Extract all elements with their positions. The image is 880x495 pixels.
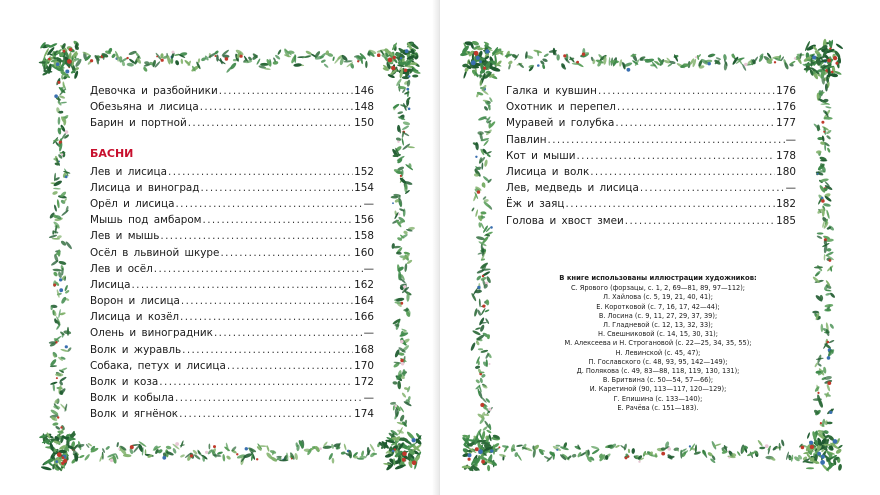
toc-entry-page: 176	[776, 101, 796, 114]
toc-leader-dots	[598, 83, 775, 99]
toc-entry[interactable]	[90, 309, 374, 325]
toc-leader-dots	[203, 212, 354, 228]
toc-entry-page: 170	[354, 359, 374, 372]
toc-entry-title: Лисица и виноград	[90, 181, 200, 194]
toc-entry-page: —	[785, 133, 796, 146]
section-title-fables: БАСНИ	[90, 146, 134, 160]
toc-entry-page: 166	[354, 311, 374, 324]
toc-entry-page: —	[363, 262, 374, 275]
toc-leader-dots	[154, 261, 363, 277]
toc-entry-title: Волк и кобыла	[90, 392, 175, 405]
right-page	[440, 0, 880, 495]
credits-title: В книге использованы иллюстрации художников:	[559, 274, 757, 282]
toc-leader-dots	[590, 164, 775, 180]
toc-entry[interactable]	[90, 83, 374, 99]
toc-entry[interactable]	[506, 196, 796, 212]
toc-entry-page: 177	[776, 117, 796, 130]
toc-entry[interactable]	[90, 342, 374, 358]
toc-leader-dots	[179, 406, 353, 422]
toc-entry[interactable]	[90, 374, 374, 390]
credit-line: Е. Рачёва (с. 151—183).	[617, 403, 699, 412]
toc-entry-title: Барин и портной	[90, 117, 187, 130]
toc-leader-dots	[131, 277, 353, 293]
toc-leader-dots	[227, 358, 353, 374]
toc-entry[interactable]	[90, 277, 374, 293]
toc-leader-dots	[220, 245, 353, 261]
credit-line: Л. Гладневой (с. 12, 13, 32, 33);	[603, 321, 713, 330]
toc-entry-title: Лев и осёл	[90, 262, 153, 275]
toc-leader-dots	[617, 99, 775, 115]
toc-entry[interactable]	[90, 245, 374, 261]
credit-line: Г. Епишина (с. 133—140);	[613, 394, 703, 403]
toc-entry[interactable]	[90, 358, 374, 374]
toc-entry-title: Девочка и разбойники	[90, 85, 218, 97]
toc-entry-page: 182	[776, 198, 796, 211]
toc-entry-page: 168	[354, 343, 374, 356]
toc-leader-dots	[175, 390, 363, 406]
toc-entry-page: 185	[776, 214, 796, 227]
credit-line: М. Алексеева и Н. Строгановой (с. 22—25, 34, 35, 55);	[564, 339, 752, 348]
toc-entry[interactable]	[90, 180, 374, 196]
toc-entry-title: Лев и мышь	[90, 230, 160, 243]
toc-entry-title: Лев и лисица	[90, 165, 167, 178]
toc-entry-title: Собака, петух и лисица	[90, 359, 226, 372]
toc-entry[interactable]	[506, 148, 796, 164]
toc-entry-title: Муравей и голубка	[506, 117, 615, 130]
toc-leader-dots	[200, 180, 353, 196]
toc-entry-page: 180	[776, 165, 796, 178]
toc-leader-dots	[548, 132, 785, 148]
toc-entry-title: Волк и ягнёнок	[90, 408, 179, 421]
toc-entry[interactable]	[90, 390, 374, 406]
credit-line: С. Ярового (форзацы, с. 1, 2, 69—81, 89, 97—112);	[570, 284, 746, 293]
toc-entry[interactable]	[90, 196, 374, 212]
toc-entry[interactable]	[506, 83, 796, 99]
left-toc	[90, 83, 374, 423]
toc-entry[interactable]	[506, 164, 796, 180]
toc-leader-dots	[219, 83, 353, 99]
toc-entry-title: Лисица	[90, 278, 131, 291]
credit-line: Д. Полякова (с. 49, 83—88, 118, 119, 130, 131);	[576, 367, 740, 376]
toc-leader-dots	[566, 196, 776, 212]
toc-entry-title: Обезьяна и лисица	[90, 101, 199, 114]
toc-entry-title: Лисица и волк	[506, 165, 590, 178]
toc-leader-dots	[159, 374, 353, 390]
toc-entry-page: 158	[354, 230, 374, 243]
toc-entry[interactable]	[506, 99, 796, 115]
toc-entry-title: Голова и хвост змеи	[506, 214, 624, 227]
credit-line: В. Лосина (с. 9, 11, 27, 29, 37, 39);	[598, 311, 718, 320]
toc-entry-title: Охотник и перепел	[506, 101, 616, 114]
credit-line: Н. Свешниковой (с. 14, 15, 30, 31);	[598, 330, 718, 339]
toc-entry-page: 150	[354, 117, 374, 130]
credit-line: И. Каретиной (90, 113—117, 120—129);	[589, 385, 727, 394]
toc-entry-page: 152	[354, 165, 374, 178]
toc-entry[interactable]	[90, 164, 374, 180]
toc-leader-dots	[200, 99, 353, 115]
toc-entry-page: 148	[354, 101, 374, 114]
toc-entry-page: 178	[776, 149, 796, 162]
toc-leader-dots	[640, 180, 785, 196]
credit-line: Л. Хайлова (с. 5, 19, 21, 40, 41);	[603, 293, 713, 302]
toc-leader-dots	[182, 342, 353, 358]
illustrators-credits	[540, 274, 776, 413]
toc-entry-page: —	[363, 197, 374, 210]
toc-entry-page: 176	[776, 85, 796, 97]
toc-entry-title: Лисица и козёл	[90, 311, 180, 324]
toc-entry-title: Ворон и лисица	[90, 295, 180, 308]
toc-entry-page: —	[785, 182, 796, 195]
toc-leader-dots	[181, 293, 353, 309]
toc-entry[interactable]	[506, 115, 796, 131]
toc-leader-dots	[180, 309, 353, 325]
toc-entry[interactable]	[90, 325, 374, 341]
toc-entry-title: Олень и виноградник	[90, 327, 213, 340]
toc-entry-page: —	[363, 392, 374, 405]
toc-entry-page: 160	[354, 246, 374, 259]
toc-leader-dots	[168, 164, 353, 180]
toc-entry-title: Мышь под амбаром	[90, 214, 202, 227]
toc-leader-dots	[160, 228, 353, 244]
toc-entry-title: Ёж и заяц	[506, 198, 565, 211]
toc-entry[interactable]	[506, 132, 796, 148]
toc-entry[interactable]	[506, 180, 796, 196]
right-toc	[506, 83, 796, 229]
toc-entry[interactable]	[90, 228, 374, 244]
toc-leader-dots	[175, 196, 362, 212]
toc-entry-page: 162	[354, 278, 374, 291]
toc-entry-title: Волк и журавль	[90, 343, 182, 356]
toc-entry-title: Лев, медведь и лисица	[506, 182, 639, 195]
toc-leader-dots	[625, 213, 775, 229]
toc-entry-title: Осёл в львиной шкуре	[90, 246, 220, 259]
toc-leader-dots	[615, 115, 775, 131]
toc-entry[interactable]	[90, 406, 374, 422]
credit-line: Е. Коротковой (с. 7, 16, 17, 42—44);	[596, 302, 720, 311]
toc-entry-title: Павлин	[506, 133, 547, 146]
toc-entry-title: Кот и мыши	[506, 149, 576, 162]
toc-entry[interactable]	[90, 261, 374, 277]
toc-entry-page: 164	[354, 295, 374, 308]
toc-entry-page: 156	[354, 214, 374, 227]
toc-entry-page: 172	[354, 376, 374, 388]
toc-entry[interactable]	[90, 293, 374, 309]
toc-entry-page: 146	[354, 85, 374, 97]
toc-entry-title: Волк и коза	[90, 376, 159, 388]
toc-entry-title: Орёл и лисица	[90, 197, 175, 210]
toc-leader-dots	[576, 148, 775, 164]
toc-entry[interactable]	[506, 213, 796, 229]
credit-line: Н. Левинской (с. 45, 47);	[615, 348, 701, 357]
toc-entry[interactable]	[90, 99, 374, 115]
right-floral-frame	[440, 0, 880, 495]
credit-line: В. Бритвина (с. 50—54, 57—66);	[602, 376, 714, 385]
toc-leader-dots	[214, 325, 363, 341]
credit-line: П. Гославского (с. 48, 93, 95, 142—149);	[588, 357, 728, 366]
toc-entry-page: —	[363, 327, 374, 340]
toc-entry[interactable]	[90, 212, 374, 228]
toc-entry-page: 174	[354, 408, 374, 421]
toc-entry-page: 154	[354, 181, 374, 194]
toc-entry[interactable]	[90, 115, 374, 131]
toc-entry-title: Галка и кувшин	[506, 85, 597, 97]
toc-leader-dots	[188, 115, 353, 131]
